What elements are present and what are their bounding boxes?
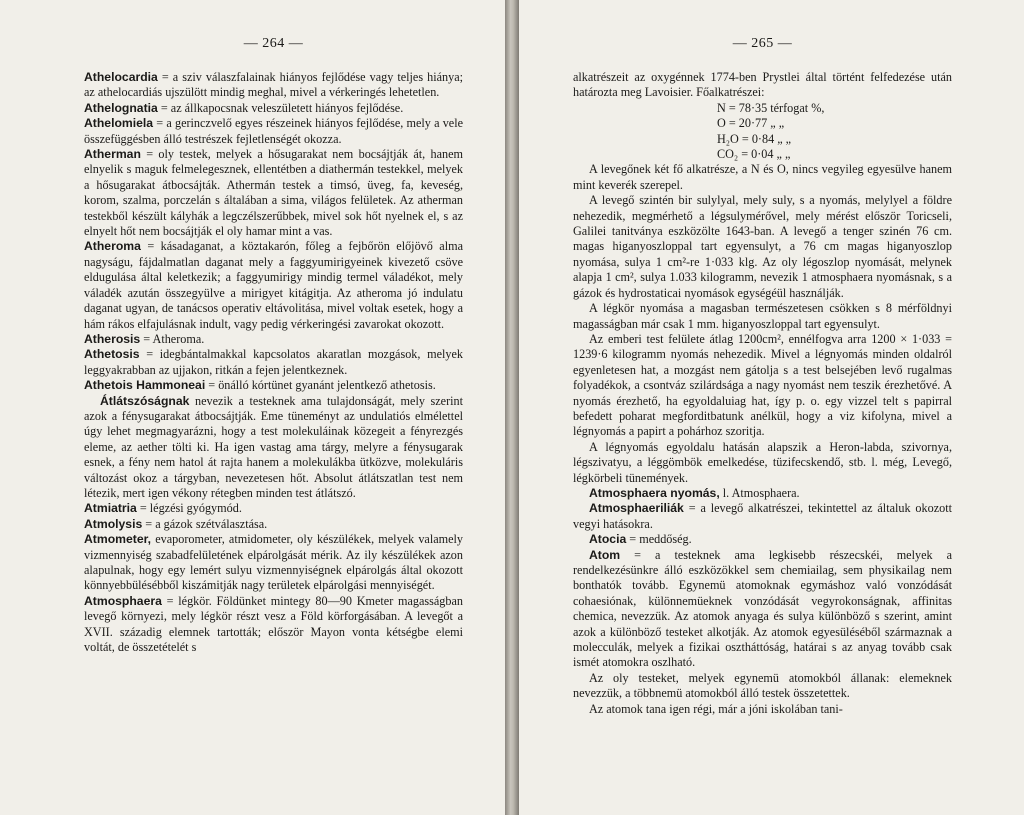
paragraph: A levegő szintén bir sulylyal, mely suly, s a nyomás, melylyel a földre nehezedik, megmérhető a légsulymérővel, mely mérést először Toricseli, Galilei tanitványa eszközölte 1643-ban. A levegő a tenger szinén 76 cm. magas higanyoszloppal tart egyensulyt, a 76 cm magas higanyoszlop nyomása, sulya 1 cm²-re 1·033 klg. Az oly légoszlop nyomását, melynek alapja 1 cm², sulya 1.033 kilogramm, nevezik 1 atmosphaera nyomásnak, s a gázok és hydrostaticai nyomások egységéül használják. <box>573 193 952 300</box>
entry-text: evaporometer, atmidometer, oly készülékek, melyek valamely vizmennyiség szabadfelületének elpárolgását mérik. Az ily készülékek azon alapulnak, hogy egy lemért sulyu vizmennyiségnek elpárolgás által okozott könnyebbülésébből kiszámitják nagy területek elpárolgási mennyiségét. <box>84 532 463 593</box>
entry-term: Atmolysis <box>84 516 143 531</box>
entry-text: = meddőség. <box>626 532 692 547</box>
entry-term: Atherman <box>84 147 141 162</box>
paragraph: A légnyomás egyoldalu hatásán alapszik a Heron-labda, szivornya, légszivatyu, a léggömbök emelkedése, tüzifecskendő, stb. l. még, Levegő, légkörbeli tünemények. <box>573 439 952 485</box>
formula-value: = 78·35 térfogat %, <box>728 100 825 115</box>
entry <box>84 517 463 532</box>
formula-value: = 0·84 „ „ <box>741 131 792 146</box>
entry-term: Atmosphaeriliák <box>589 501 684 516</box>
entry-text: l. Atmosphaera. <box>719 485 800 500</box>
entry-text: = önálló kórtünet gyanánt jelentkező athetosis. <box>205 378 436 393</box>
entry-term: Athelocardia <box>84 70 158 84</box>
entry-term: Atom <box>589 547 621 562</box>
right-page <box>519 0 1024 815</box>
entry-term: Athetois Hammoneai <box>84 378 206 393</box>
formula-symbol: N <box>717 100 726 115</box>
entry-term: Atocia <box>589 532 627 547</box>
entry-text: = idegbántalmakkal kapcsolatos akaratlan mozgások, melyek leggyakrabban az ujjakon, ritkán a fejen jelentkeznek. <box>84 347 463 377</box>
book-gutter <box>505 0 519 815</box>
formula-value: = 0·04 „ „ <box>741 147 791 162</box>
entry-text: = a sziv válaszfalainak hiányos fejlődése vagy teljes hiánya; az athelocardiás ujszülött mindig meghal, mivel a vérkeringés lehetetlen. <box>84 70 463 100</box>
formula-value: = 20·77 „ „ <box>728 116 785 131</box>
entry <box>84 594 463 656</box>
entry-text: = légzési gyógymód. <box>136 501 242 516</box>
intro-text: alkatrészeit az oxygénnek 1774-ben Prystlei által történt felfedezése után határozta meg Lavoisier. Főalkatrészei: <box>573 70 952 100</box>
page-number: — 264 — <box>243 36 304 51</box>
entry <box>573 671 952 702</box>
composition-row <box>573 116 952 131</box>
entry-text: = a testeknek ama legkisebb részecskéi, melyek a rendelkezésünkre álló eszközökkel sem chemiailag, sem physikailag nem bonthatók tovább. Egynemü atomoknak egymáshoz való vonzódását cohaesiónak, különnemüeknek vonzódását vegyrokonságnak, affinitas chemica, nevezzük. Az atomok anyaga és sulya különböző s szerint, amint azok a különböző testeket alkotják. Az atomok egyesüléséből származnak a molecculák, melyek a fizikai osztháttóság, határai s az anyag tovább csak ismét atomokra oszlható. <box>573 547 952 670</box>
paragraph: A légkör nyomása a magasban természetesen csökken s 8 mérföldnyi magasságban már csak 1 mm. higanyoszloppal tart egyensulyt. <box>573 301 952 331</box>
entry-text: = oly testek, melyek a hősugarakat nem bocsájtják át, hanem elnyelik s maguk felmelegesznek, ellentétben a diathermán testekkel, melyek a hősugarakat átbocsájták. Athermán testek a timsó, üveg, fa, keveség, korom, szalma, porczelán s általában a sima, világos felületek. Az atherman testekből készült kályhák a legczélszerűbbek, mivel sok hőt nyelnek el, s az elnyelt hőt nem bocsájtják el oly hamar mint a vas. <box>84 147 463 239</box>
entry-text: = kásadaganat, a köztakarón, főleg a fejbőrön előjövő alma nagyságu, fájdalmatlan daganat mely a faggyumirigyeinek kivezető csöve eldugulása által keletkezik; a faggyumirigy mindig termel váladékot, mely váladék azután összegyülve a mirigyet kitágitja. Az atheroma jó indulatu daganat ugyan, de tanácsos operativ eltávolitása, mivel voltak esetek, hogy a hám rákos elfajulásnak indult, vagy pedig vérkeringési zavarokat okozott. <box>84 239 463 331</box>
entry-term: Atmosphaera nyomás, <box>589 485 720 500</box>
entry <box>84 116 463 147</box>
entry-text: = Atheroma. <box>140 331 205 346</box>
entry-text: = a levegő alkatrészei, tekintettel az általuk okozott vegyi hatásokra. <box>573 501 952 531</box>
entry-term: Atmometer, <box>84 532 152 547</box>
formula-symbol: O <box>717 116 726 131</box>
entry-term: Atheroma <box>84 239 141 254</box>
entry-text: Az oly testeket, melyek egynemü atomokból állanak: elemeknek nevezzük, a többnemü atomokból álló testek összetettek. <box>573 670 952 701</box>
entry <box>84 239 463 331</box>
formula-symbol: H₂O <box>717 131 739 146</box>
left-page <box>0 0 505 815</box>
paragraph: A levegőnek két fő alkatrésze, a N és O, nincs vegyileg egyesülve hanem mint keverék szerepel. <box>573 162 952 192</box>
paragraph: Az emberi test felülete átlag 1200cm², ennélfogva arra 1200 × 1·033 = 1239·6 kilogramm nyomás nehezedik. Mivel a légnyomás minden oldalról egyenletesen hat, a mozgást nem gátolja s a test belsejében levő rugalmas folyadékok, a csontváz szilárdsága a nagy nyomást nem teszik érezhetővé. A nyomás érezhető, ha egyoldaluiag hat, így p. o. egy vizzel telt s papirral befedett poharat megforditbatunk anélkül, hogy a viz kifolyna, mivel a légnyomás a papirt a pohárhoz szoritja. <box>573 331 952 439</box>
entry <box>573 532 952 547</box>
formula-symbol: CO₂ <box>717 147 739 162</box>
entry <box>573 501 952 532</box>
left-entries <box>84 70 463 655</box>
entry <box>84 147 463 239</box>
entry-text: = a gerinczvelő egyes részeinek hiányos fejlődése, mely a vele összefüggésben álló testrészek fejletlenségét okozza. <box>84 116 463 146</box>
entry <box>84 332 463 347</box>
entry-text: = az állkapocsnak veleszületett hiányos fejlődése. <box>157 100 404 115</box>
entry-term: Athelomiela <box>84 116 154 131</box>
entry-term: Atmosphaera <box>84 593 162 608</box>
entry-text: nevezik a testeknek ama tulajdonságát, mely szerint azok a fénysugarakat átbocsájtják. Eme tüneményt az undulatiós elmélettel úgy lehet megmagyarázni, hogy a test molekuláinak közegeit a fényrezgés eleme, az aether tölti ki. Ha igen vastag ama tárgy, melyre a fénysugarak esnek, a fény nem hatol át rajta hanem a molekulákba ütközve, molekuláris változást okoz a tárgyban, nevezetesen hőt. Absolut átlátszatlan test nem létezik, mert igen vékony rétegben minden test átlátszó. <box>84 393 463 500</box>
entry-term: Atherosis <box>84 331 141 346</box>
entry-term: Atmiatria <box>84 501 137 516</box>
entry <box>84 347 463 378</box>
entry <box>84 70 463 101</box>
entry <box>84 501 463 516</box>
entry <box>573 548 952 671</box>
entry <box>573 702 952 717</box>
entry-term: Átlátszóságnak <box>100 393 190 408</box>
entry-term: Athetosis <box>84 347 140 362</box>
entry <box>84 101 463 116</box>
entry-text: = légkör. Földünket mintegy 80—90 Kmeter magasságban levegő környezi, mely légkör részt vesz a Föld körforgásában. A levegőt a XVII. századig elemnek tartották; először Mayon vonta kétségbe elemi voltát, de összetételét s <box>84 593 463 655</box>
entry <box>84 378 463 393</box>
composition-row <box>573 101 952 116</box>
page-number: — 265 — <box>732 36 793 51</box>
composition-row <box>573 147 952 162</box>
entry <box>84 394 463 502</box>
entry <box>573 486 952 501</box>
entry-text: = a gázok szétválasztása. <box>142 516 268 531</box>
entry-text: Az atomok tana igen régi, már a jóni iskolában tani- <box>589 701 843 716</box>
entry <box>84 532 463 594</box>
composition-list <box>573 101 952 163</box>
entry-term: Athelognatia <box>84 100 158 115</box>
composition-row <box>573 132 952 147</box>
